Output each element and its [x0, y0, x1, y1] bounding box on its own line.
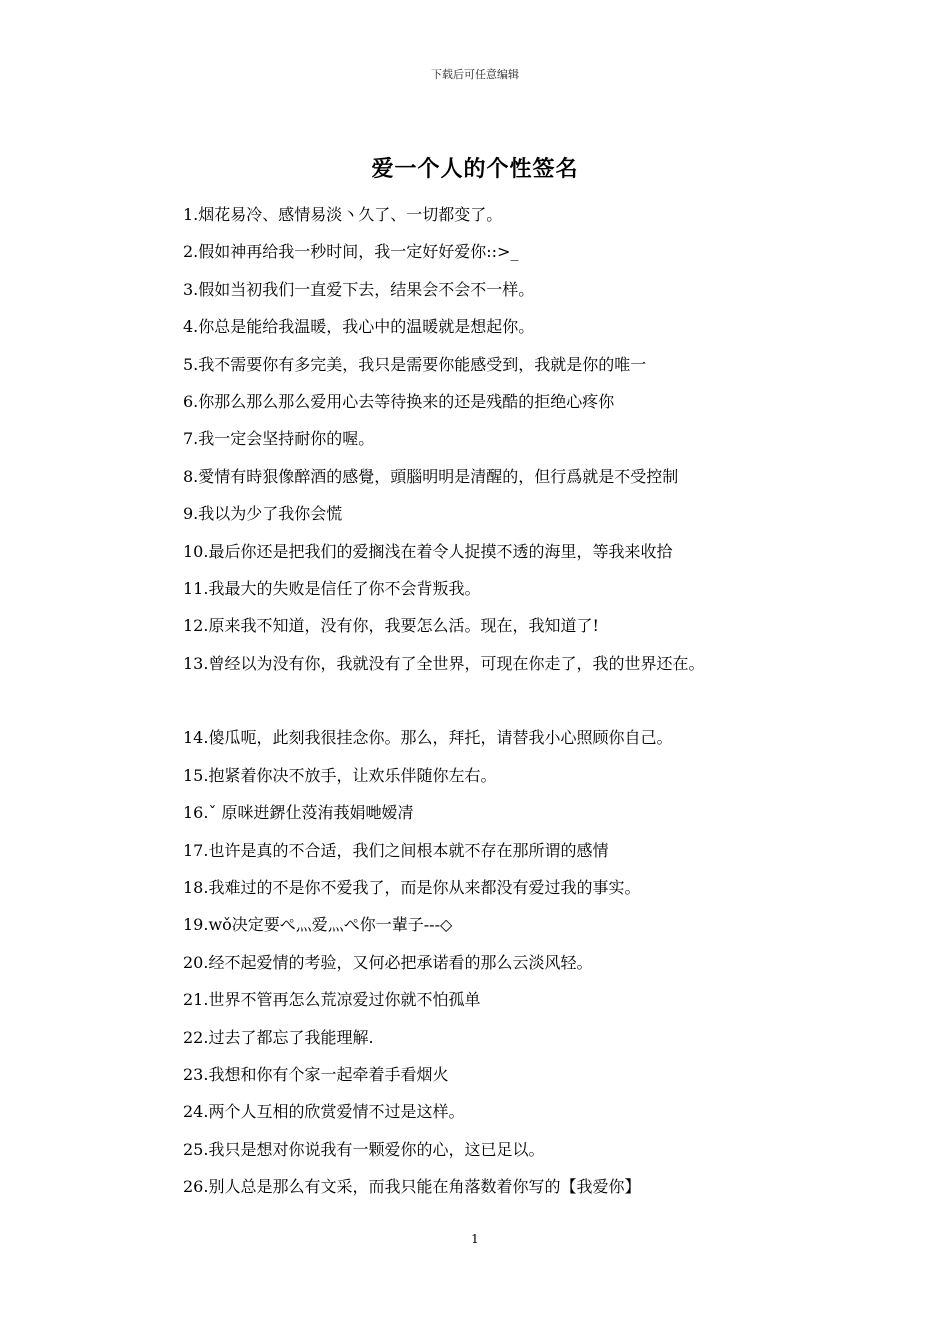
list-item: 10.最后你还是把我们的爱搁浅在着令人捉摸不透的海里，等我来收拾: [183, 541, 673, 561]
list-item: 19.wǒ决定要ぺ灬爱灬ぺ你一輩子---◇: [183, 915, 453, 935]
list-item: 3.假如当初我们一直爱下去，结果会不会不一样。: [183, 279, 535, 299]
list-item: 5.我不需要你有多完美，我只是需要你能感受到，我就是你的唯一: [183, 354, 647, 374]
signature-list: [183, 196, 923, 1206]
list-item: 12.原来我不知道，没有你，我要怎么活。现在，我知道了!: [183, 616, 599, 636]
page-title: 爱一个人的个性签名: [371, 156, 579, 182]
list-item: 15.抱紧着你决不放手，让欢乐伴随你左右。: [183, 765, 497, 785]
header-note: 下载后可任意编辑: [431, 68, 519, 81]
list-item: 26.别人总是那么有文采，而我只能在角落数着你写的【我爱你】: [183, 1177, 641, 1197]
list-item: 22.过去了都忘了我能理解.: [183, 1027, 374, 1047]
list-item: 1.烟花易冷、感情易淡丶久了、一切都变了。: [183, 205, 503, 224]
list-item: 21.世界不管再怎么荒凉爱过你就不怕孤单: [183, 990, 481, 1010]
list-item: 17.也许是真的不合适，我们之间根本就不存在那所谓的感情: [183, 840, 609, 860]
list-item: 25.我只是想对你说我有一颗爱你的心，这已足以。: [183, 1139, 545, 1159]
list-item: 11.我最大的失败是信任了你不会背叛我。: [183, 578, 481, 598]
list-item: 20.经不起爱情的考验，又何必把承诺看的那么云淡风轻。: [183, 952, 593, 972]
list-item: 6.你那么那么那么爱用心去等待换来的还是残酷的拒绝心疼你: [183, 391, 615, 411]
list-item: 8.愛情有時狠像醉酒的感覺，頭腦明明是清醒的，但行爲就是不受控制: [183, 466, 679, 486]
list-item: 18.我难过的不是你不爱我了，而是你从来都没有爱过我的事实。: [183, 878, 641, 898]
list-item: 14.傻瓜呃，此刻我很挂念你。那么，拜托，请替我小心照顾你自己。: [183, 728, 673, 748]
list-item: 16.ˇ 原咪逬鎅仩莈洧莪娟哋嫒凊: [183, 803, 414, 823]
list-item: 23.我想和你有个家一起牵着手看烟火: [183, 1064, 449, 1084]
list-item: 9.我以为少了我你会慌: [183, 504, 343, 524]
list-item: 2.假如神再给我一秒时间，我一定好好爱你::>_: [183, 242, 519, 262]
page-number: 1: [471, 1232, 479, 1246]
list-item: 7.我一定会坚持耐你的喔。: [183, 429, 375, 449]
list-item: 4.你总是能给我温暖，我心中的温暖就是想起你。: [183, 317, 535, 337]
list-item: 13.曾经以为没有你，我就没有了全世界，可现在你走了，我的世界还在。: [183, 653, 705, 673]
list-item: 24.两个人互相的欣赏爱情不过是这样。: [183, 1102, 465, 1122]
